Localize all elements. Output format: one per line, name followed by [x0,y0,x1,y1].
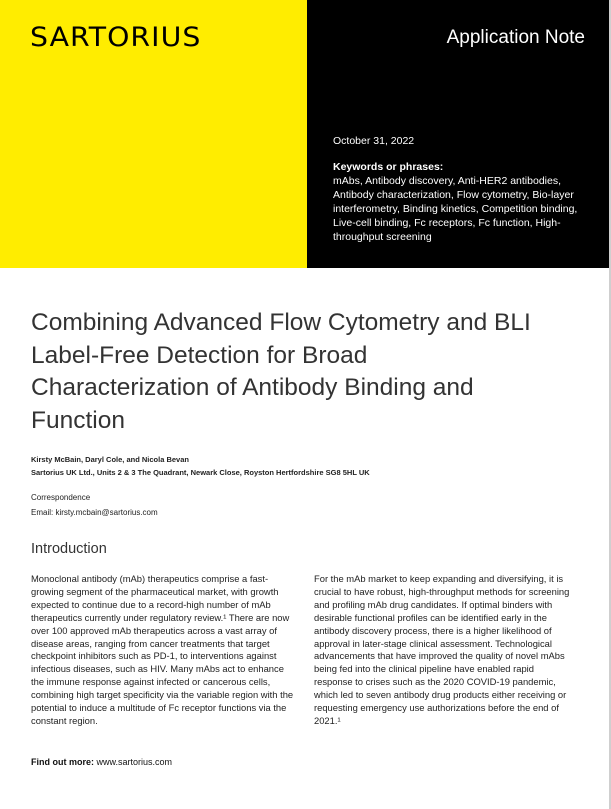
sartorius-logo: SARTORIUS [30,22,202,53]
document-type: Application Note [446,27,585,48]
correspondence-label: Correspondence [31,493,91,502]
footer [31,757,172,767]
intro-right-column: For the mAb market to keep expanding and diversifying, it is crucial to have robust, high-throughput methods for screening and profiling mAb drug candidates. If optimal binders with desirable functional profiles can be identified early in the antibody discovery process, there is a higher likelihood of approval in later-stage clinical assessment. Technological advancements that have improved the quality of novel mAbs being fed into the clinical pipeline have enabled rapid response to crises such as the 2020 COVID-19 pandemic, which led to seven antibody drug products either receiving or requesting emergency use authorizations before the end of 2021.¹ [314,573,570,726]
header-yellow-panel [0,0,307,268]
authors: Kirsty McBain, Daryl Cole, and Nicola Bevan [31,455,189,464]
footer-label: Find out more: [31,757,94,767]
header-black-panel [307,0,611,268]
intro-left-column: Monoclonal antibody (mAb) therapeutics comprise a fast-growing segment of the pharmaceutical market, with growth expected to continue due to a record-high number of mAb therapeutics currently under regulatory review.¹ There are now over 100 approved mAb therapeutics across a vast array of disease areas, ranging from cancer treatments that target checkpoint inhibitors such as PD-1, to interventions against infectious diseases, such as HIV. Many mAbs act to enhance the immune response against infected or cancerous cells, combining high target specificity via the variable region with the potential to induce a multitude of Fc receptor functions via the constant region. [31,573,294,726]
affiliation: Sartorius UK Ltd., Units 2 & 3 The Quadrant, Newark Close, Royston Hertfordshire SG8 5HL UK [31,468,370,477]
publication-date: October 31, 2022 [333,135,415,147]
footer-link[interactable]: www.sartorius.com [96,757,173,767]
correspondence-email: Email: kirsty.mcbain@sartorius.com [31,508,158,517]
page-title: Combining Advanced Flow Cytometry and BLI Label-Free Detection for Broad Characterization of Antibody Binding and Function [31,309,531,434]
keywords-text: mAbs, Antibody discovery, Anti-HER2 antibodies, Antibody characterization, Flow cytometry, Bio-layer interferometry, Binding kinetics, Competition binding, Live-cell binding, Fc receptors, Fc function, High-throughput screening [333,175,578,243]
introduction-heading: Introduction [31,541,107,557]
keywords-heading: Keywords or phrases: [333,161,444,173]
